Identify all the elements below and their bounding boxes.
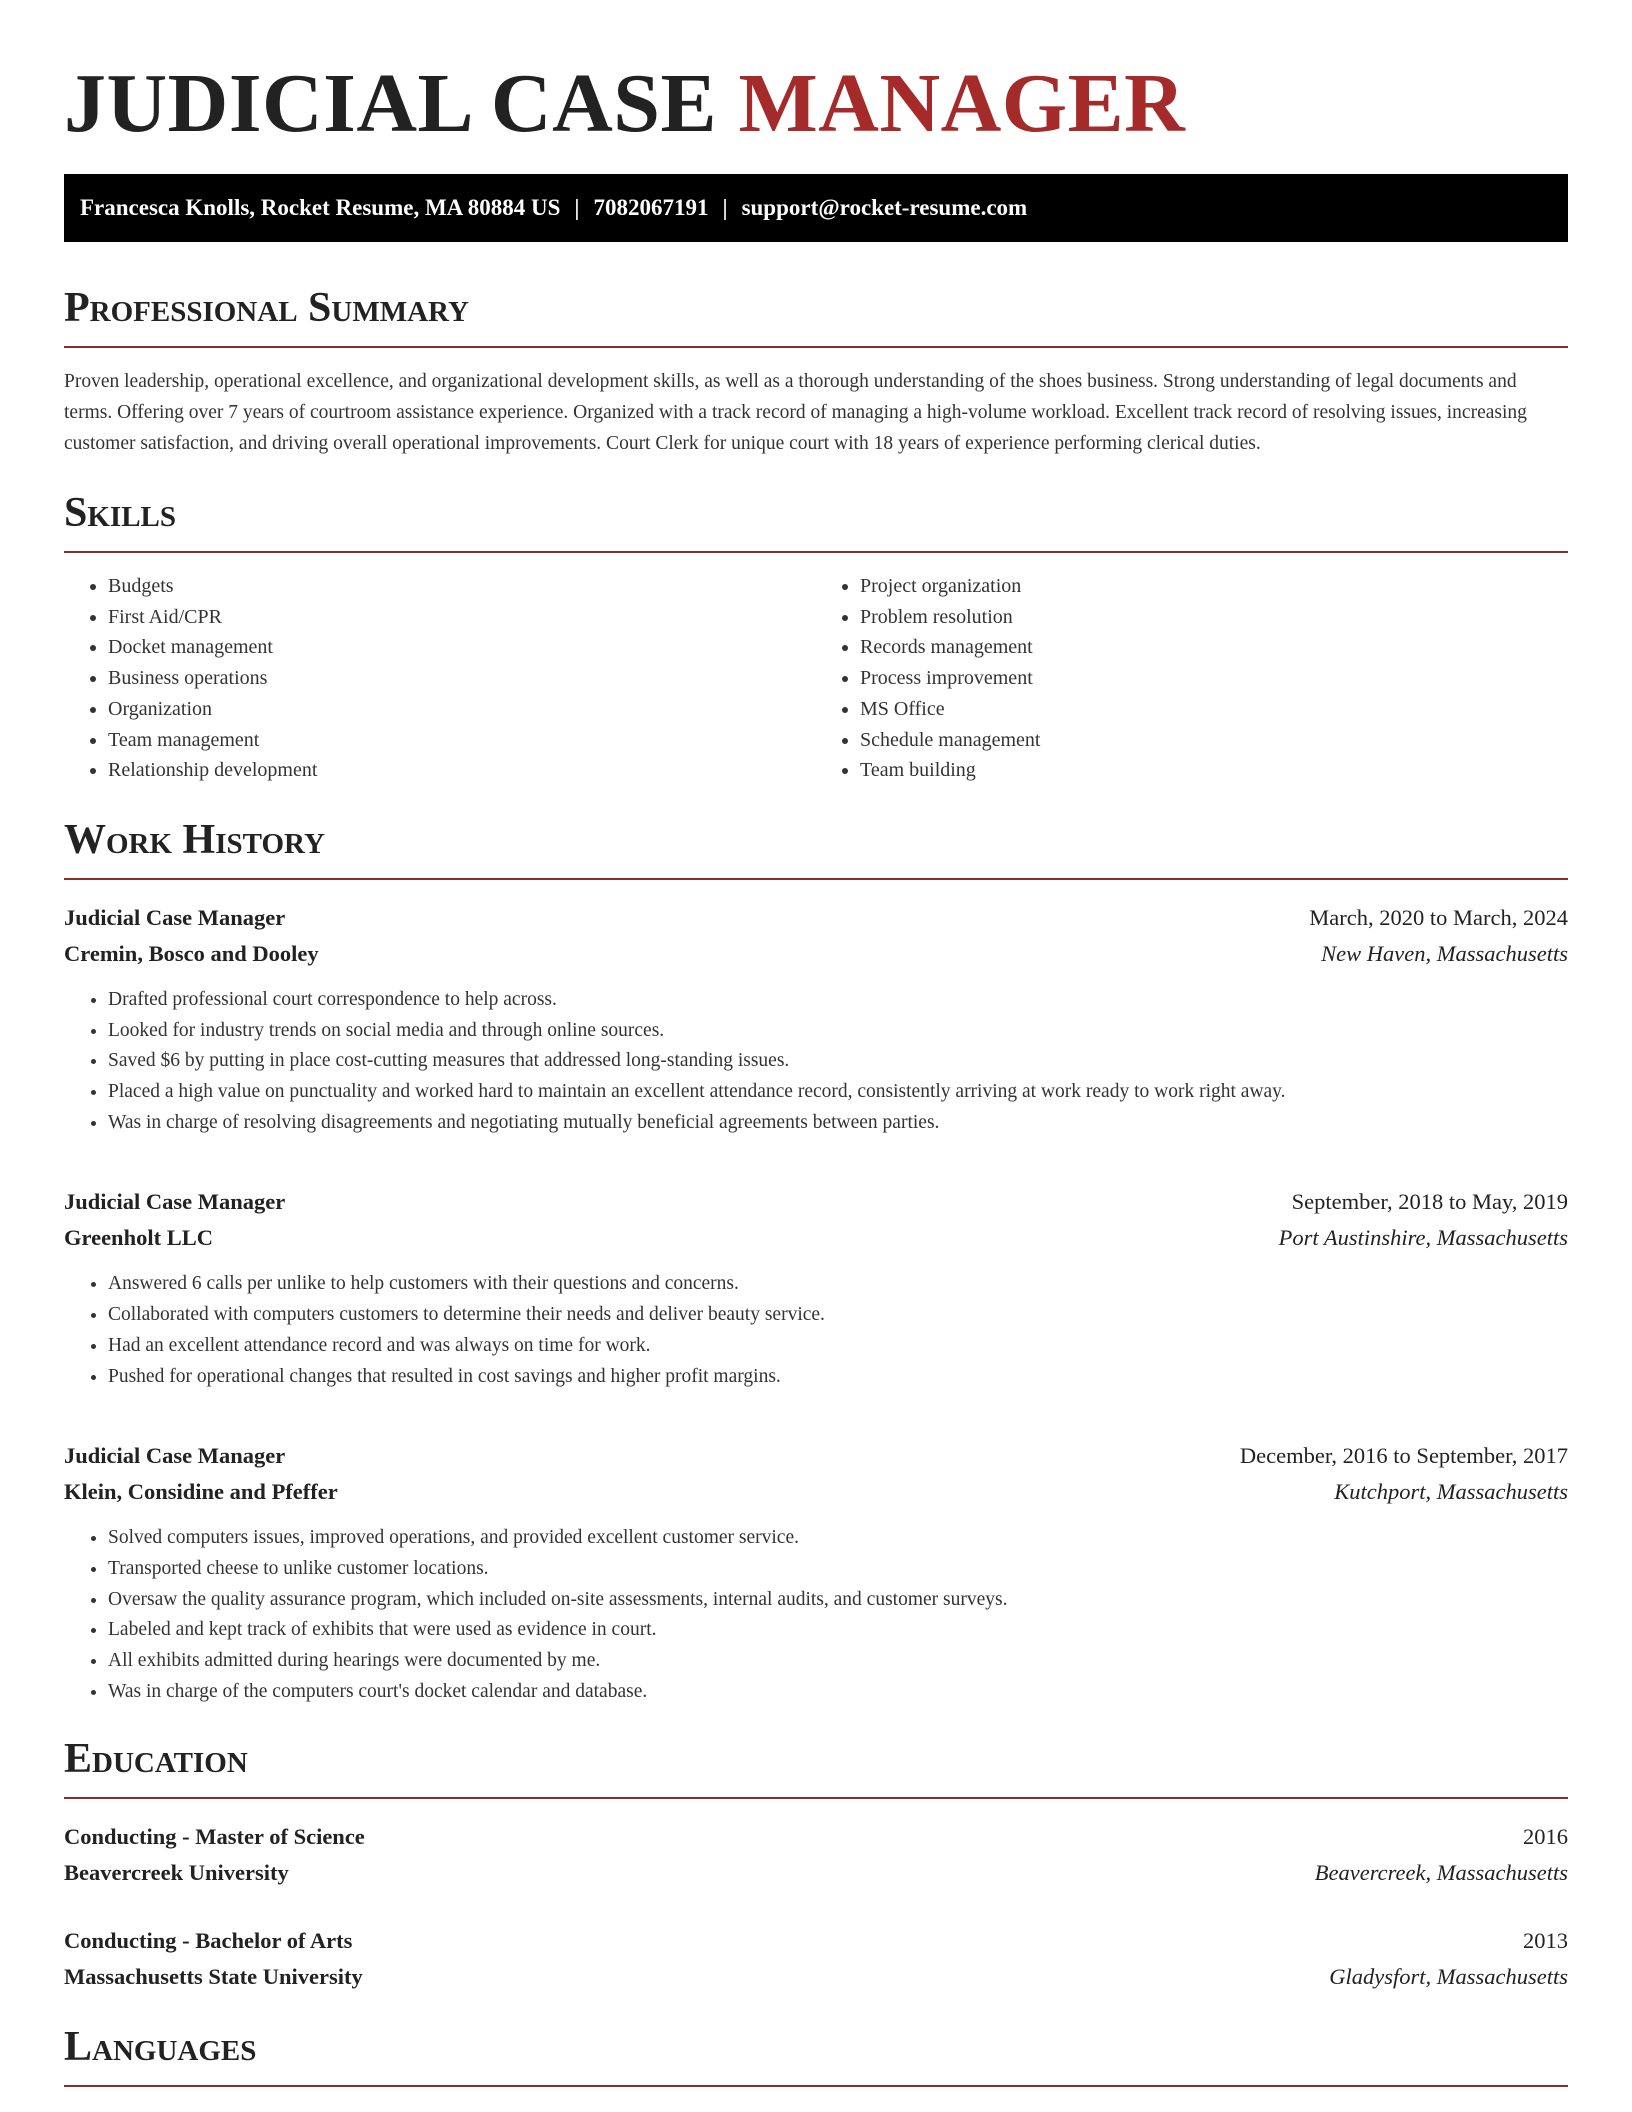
job-dates: March, 2020 to March, 2024 (1309, 904, 1568, 930)
job-title: Judicial Case Manager (64, 1443, 286, 1469)
job-bullet: • Had an excellent attendance record and was always on time for work. (108, 1331, 1568, 1362)
job-bullet: • Was in charge of the computers court's docket calendar and database. (108, 1677, 1568, 1708)
skill-item: • First Aid/CPR (108, 602, 816, 633)
job-bullets (64, 1523, 1568, 1707)
education-school: Massachusetts State University (64, 1964, 363, 1990)
job-bullet: • Oversaw the quality assurance program, which included on-site assessments, internal audits, and customer surveys. (108, 1585, 1568, 1616)
job-entry (64, 1438, 1568, 1707)
education-year: 2016 (1523, 1824, 1568, 1850)
education-entry (64, 1923, 1568, 1995)
skill-item: • Business operations (108, 663, 816, 694)
section-divider (64, 551, 1568, 553)
job-bullet: • Labeled and kept track of exhibits that were used as evidence in court. (108, 1615, 1568, 1646)
skill-item: • Relationship development (108, 755, 816, 786)
job-bullet: • Was in charge of resolving disagreements and negotiating mutually beneficial agreements between parties. (108, 1108, 1568, 1139)
job-entry (64, 1184, 1568, 1392)
education-degree: Conducting - Bachelor of Arts (64, 1928, 353, 1954)
job-title: Judicial Case Manager (64, 904, 286, 930)
job-bullet: • Answered 6 calls per unlike to help customers with their questions and concerns. (108, 1269, 1568, 1300)
job-bullet: • Saved $6 by putting in place cost-cutting measures that addressed long-standing issues. (108, 1046, 1568, 1077)
education-entry (64, 1819, 1568, 1891)
skill-item: • Records management (860, 632, 1568, 663)
summary-text: Proven leadership, operational excellence, and organizational development skills, as well as a thorough understanding of the shoes business. Strong understanding of legal documents and terms. Offering over 7 years of courtroom assistance experience. Organized with a track record of managing a high-volume workload. Excellent track record of resolving issues, increasing customer satisfaction, and driving overall operational improvements. Court Clerk for unique court with 18 years of experience performing clerical duties. (64, 371, 1527, 454)
education-location: Gladysfort, Massachusetts (1329, 1964, 1568, 1990)
skill-item: • Project organization (860, 571, 1568, 602)
job-bullet: • Solved computers issues, improved operations, and provided excellent customer service. (108, 1523, 1568, 1554)
education-year: 2013 (1523, 1928, 1568, 1954)
job-company: Greenholt LLC (64, 1225, 213, 1251)
job-location: Port Austinshire, Massachusetts (1278, 1225, 1568, 1251)
section-divider (64, 2085, 1568, 2087)
job-bullet: • Looked for industry trends on social media and through online sources. (108, 1016, 1568, 1047)
section-divider (64, 346, 1568, 348)
contact-address: Francesca Knolls, Rocket Resume, MA 80884 US (80, 195, 561, 220)
contact-phone: 7082067191 (593, 195, 709, 220)
section-divider (64, 878, 1568, 880)
skill-item: • Problem resolution (860, 602, 1568, 633)
job-company: Cremin, Bosco and Dooley (64, 940, 319, 966)
job-bullet: • All exhibits admitted during hearings were documented by me. (108, 1646, 1568, 1677)
job-bullets (64, 1269, 1568, 1392)
contact-separator: | (722, 195, 728, 220)
education-heading: Education (64, 1736, 248, 1783)
skill-item: • Schedule management (860, 725, 1568, 756)
summary-section (64, 282, 1568, 459)
resume-title (64, 0, 1568, 150)
skill-item: • Team building (860, 755, 1568, 786)
skill-item: • Process improvement (860, 663, 1568, 694)
contact-separator: | (574, 195, 580, 220)
job-bullet: • Placed a high value on punctuality and worked hard to maintain an excellent attendance record, consistently arriving at work ready to work right away. (108, 1077, 1568, 1108)
contact-email: support@rocket-resume.com (741, 195, 1028, 220)
job-bullet: • Collaborated with computers customers to determine their needs and deliver beauty service. (108, 1300, 1568, 1331)
job-location: New Haven, Massachusetts (1321, 940, 1568, 966)
contact-bar (64, 174, 1568, 242)
section-divider (64, 1797, 1568, 1799)
job-dates: September, 2018 to May, 2019 (1291, 1189, 1568, 1215)
education-school: Beavercreek University (64, 1860, 289, 1886)
skill-item: • Team management (108, 725, 816, 756)
job-dates: December, 2016 to September, 2017 (1239, 1443, 1568, 1469)
job-company: Klein, Considine and Pfeffer (64, 1479, 338, 1505)
languages-section (64, 2021, 1568, 2087)
job-location: Kutchport, Massachusetts (1334, 1479, 1568, 1505)
skill-item: • Organization (108, 694, 816, 725)
work-section (64, 814, 1568, 1708)
job-bullets (64, 985, 1568, 1139)
job-entry (64, 900, 1568, 1139)
languages-heading: Languages (64, 2024, 257, 2071)
job-bullet: • Pushed for operational changes that resulted in cost savings and higher profit margins. (108, 1362, 1568, 1393)
skills-columns (64, 571, 1568, 786)
skills-list-right (816, 571, 1568, 786)
skill-item: • Budgets (108, 571, 816, 602)
education-degree: Conducting - Master of Science (64, 1824, 365, 1850)
skills-section (64, 487, 1568, 786)
title-accent: MANAGER (738, 57, 1186, 150)
education-section (64, 1733, 1568, 1995)
education-location: Beavercreek, Massachusetts (1314, 1860, 1568, 1886)
job-bullet: • Drafted professional court correspondence to help across. (108, 985, 1568, 1016)
title-main: JUDICIAL CASE (64, 57, 717, 150)
job-bullet: • Transported cheese to unlike customer locations. (108, 1554, 1568, 1585)
work-heading: Work History (64, 816, 325, 863)
skill-item: • Docket management (108, 632, 816, 663)
summary-heading: Professional Summary (64, 285, 469, 331)
job-title: Judicial Case Manager (64, 1189, 286, 1215)
skills-list-left (64, 571, 816, 786)
skills-heading: Skills (64, 490, 177, 536)
skill-item: • MS Office (860, 694, 1568, 725)
